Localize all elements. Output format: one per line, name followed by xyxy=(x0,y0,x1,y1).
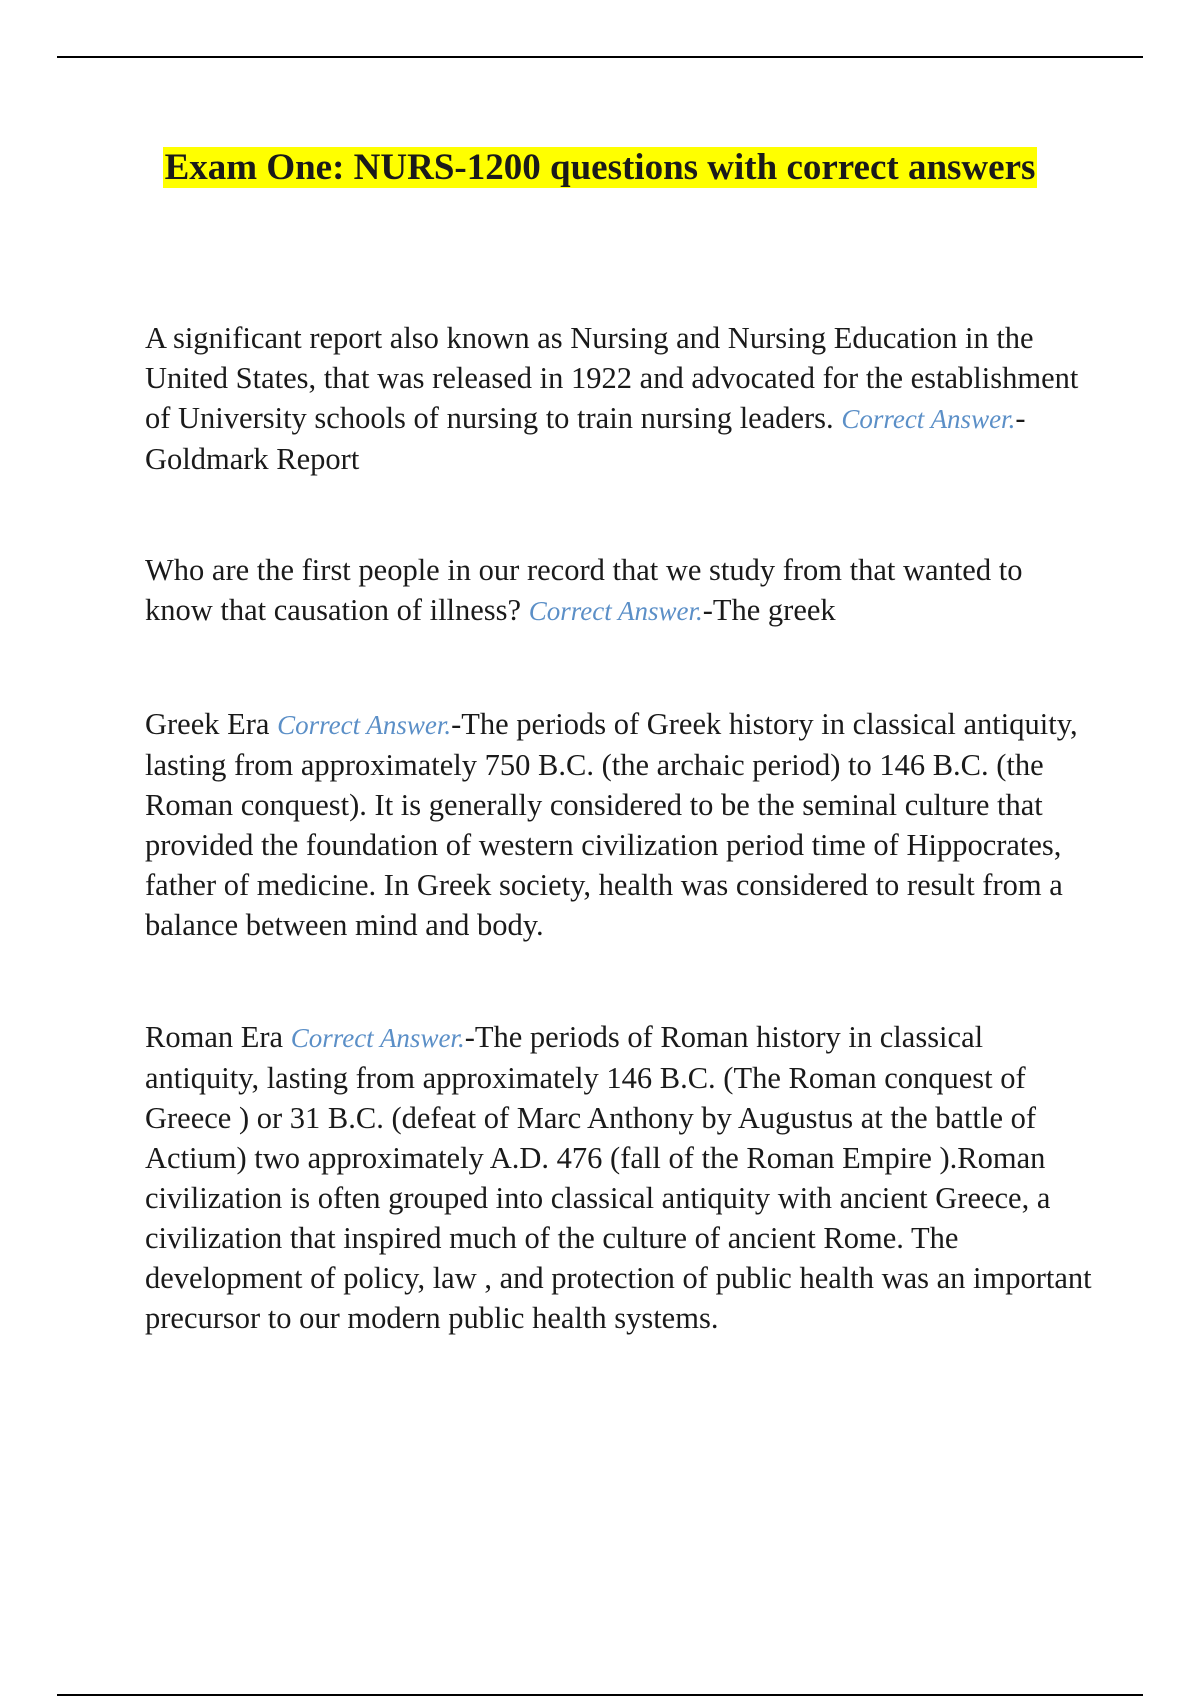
header-rule xyxy=(57,56,1143,58)
question-text: Greek Era xyxy=(145,707,270,741)
qa-item-4 xyxy=(145,1017,1095,1338)
correct-answer-label: Correct Answer. xyxy=(841,404,1016,434)
correct-answer-label: Correct Answer. xyxy=(290,1023,465,1053)
qa-item-2 xyxy=(145,550,1095,631)
correct-answer-label: Correct Answer. xyxy=(277,710,452,740)
question-text: A significant report also known as Nursing and Nursing Education in the United States, that was released in 1922 and advocated for the establishment of University schools of nursing to train nursing leaders. xyxy=(145,321,1079,435)
answer-text: -Goldmark Report xyxy=(145,401,1026,476)
footer-rule xyxy=(57,1694,1143,1696)
qa-item-1 xyxy=(145,318,1095,479)
answer-text: -The periods of Roman history in classical antiquity, lasting from approximately 146 B.C. (The Roman conquest of Greece ) or 31 B.C. (defeat of Marc Anthony by Augustus at the battle of Actium) two approximately A.D. 476 (fall of the Roman Empire ).Roman civilization is often grouped into classical antiquity with ancient Greece, a civilization that inspired much of the culture of ancient Rome. The development of policy, law , and protection of public health was an important precursor to our modern public health systems. xyxy=(145,1020,1092,1335)
question-text: Roman Era xyxy=(145,1020,284,1054)
title-highlight: Exam One: NURS-1200 questions with correct answers xyxy=(164,147,1036,188)
question-text: Who are the first people in our record that we study from that wanted to know that causation of illness? xyxy=(145,553,1023,627)
answer-text: -The periods of Greek history in classical antiquity, lasting from approximately 750 B.C. (the archaic period) to 146 B.C. (the Roman conquest). It is generally considered to be the seminal culture that provided the foundation of western civilization period time of Hippocrates, father of medicine. In Greek society, health was considered to result from a balance between mind and body. xyxy=(145,707,1078,942)
correct-answer-label: Correct Answer. xyxy=(528,596,703,626)
answer-text: -The greek xyxy=(702,593,836,627)
qa-item-3 xyxy=(145,704,1095,945)
page-title xyxy=(100,142,1100,193)
